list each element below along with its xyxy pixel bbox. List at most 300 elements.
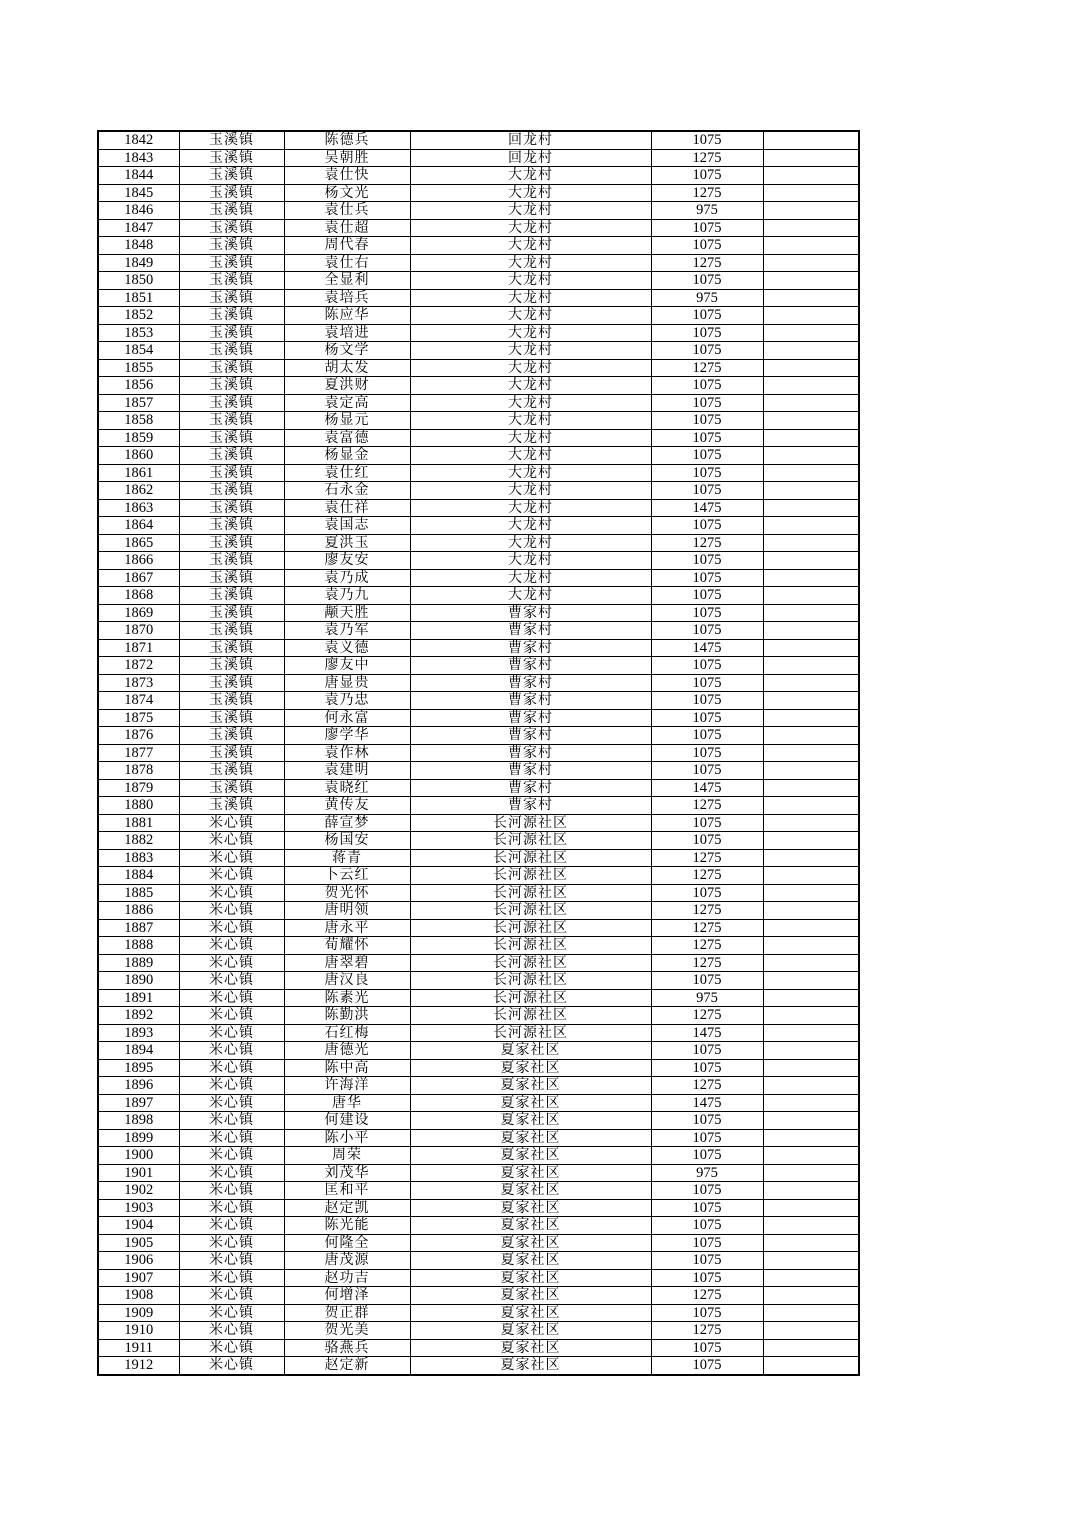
name-cell: 袁培进 xyxy=(284,324,410,342)
row-number-cell: 1843 xyxy=(98,149,179,167)
town-cell: 米心镇 xyxy=(179,849,284,867)
note-cell xyxy=(763,832,859,850)
table-row xyxy=(98,1304,859,1322)
table-row xyxy=(98,902,859,920)
note-cell xyxy=(763,779,859,797)
name-cell: 袁乃军 xyxy=(284,622,410,640)
village-cell: 长河源社区 xyxy=(410,884,651,902)
village-cell: 夏家社区 xyxy=(410,1234,651,1252)
row-number-cell: 1872 xyxy=(98,657,179,675)
row-number-cell: 1904 xyxy=(98,1217,179,1235)
amount-cell: 1275 xyxy=(651,867,763,885)
note-cell xyxy=(763,884,859,902)
row-number-cell: 1908 xyxy=(98,1287,179,1305)
village-cell: 大龙村 xyxy=(410,342,651,360)
village-cell: 大龙村 xyxy=(410,167,651,185)
village-cell: 夏家社区 xyxy=(410,1252,651,1270)
amount-cell: 1475 xyxy=(651,779,763,797)
name-cell: 刘茂华 xyxy=(284,1164,410,1182)
village-cell: 长河源社区 xyxy=(410,937,651,955)
note-cell xyxy=(763,307,859,325)
amount-cell: 1075 xyxy=(651,1129,763,1147)
table-row xyxy=(98,359,859,377)
name-cell: 唐翠碧 xyxy=(284,954,410,972)
table-row xyxy=(98,814,859,832)
table-row xyxy=(98,412,859,430)
note-cell xyxy=(763,744,859,762)
village-cell: 大龙村 xyxy=(410,307,651,325)
amount-cell: 1475 xyxy=(651,1094,763,1112)
note-cell xyxy=(763,1322,859,1340)
village-cell: 曹家村 xyxy=(410,692,651,710)
row-number-cell: 1845 xyxy=(98,184,179,202)
row-number-cell: 1883 xyxy=(98,849,179,867)
town-cell: 米心镇 xyxy=(179,1094,284,1112)
row-number-cell: 1842 xyxy=(98,131,179,149)
amount-cell: 1075 xyxy=(651,1269,763,1287)
row-number-cell: 1886 xyxy=(98,902,179,920)
note-cell xyxy=(763,1129,859,1147)
note-cell xyxy=(763,377,859,395)
note-cell xyxy=(763,639,859,657)
table-row xyxy=(98,639,859,657)
village-cell: 长河源社区 xyxy=(410,832,651,850)
note-cell xyxy=(763,674,859,692)
row-number-cell: 1892 xyxy=(98,1007,179,1025)
amount-cell: 1275 xyxy=(651,937,763,955)
name-cell: 唐明领 xyxy=(284,902,410,920)
town-cell: 玉溪镇 xyxy=(179,709,284,727)
note-cell xyxy=(763,1234,859,1252)
name-cell: 石永金 xyxy=(284,482,410,500)
note-cell xyxy=(763,989,859,1007)
town-cell: 米心镇 xyxy=(179,919,284,937)
amount-cell: 1075 xyxy=(651,1182,763,1200)
row-number-cell: 1895 xyxy=(98,1059,179,1077)
name-cell: 袁乃忠 xyxy=(284,692,410,710)
note-cell xyxy=(763,1217,859,1235)
village-cell: 夏家社区 xyxy=(410,1269,651,1287)
village-cell: 大龙村 xyxy=(410,237,651,255)
note-cell xyxy=(763,464,859,482)
note-cell xyxy=(763,289,859,307)
amount-cell: 1075 xyxy=(651,622,763,640)
note-cell xyxy=(763,1252,859,1270)
note-cell xyxy=(763,131,859,149)
village-cell: 曹家村 xyxy=(410,709,651,727)
note-cell xyxy=(763,692,859,710)
note-cell xyxy=(763,1269,859,1287)
table-row xyxy=(98,1094,859,1112)
town-cell: 玉溪镇 xyxy=(179,149,284,167)
note-cell xyxy=(763,482,859,500)
name-cell: 匡和平 xyxy=(284,1182,410,1200)
note-cell xyxy=(763,657,859,675)
note-cell xyxy=(763,149,859,167)
name-cell: 赵定凯 xyxy=(284,1199,410,1217)
row-number-cell: 1889 xyxy=(98,954,179,972)
village-cell: 夏家社区 xyxy=(410,1059,651,1077)
table-row xyxy=(98,342,859,360)
note-cell xyxy=(763,237,859,255)
village-cell: 大龙村 xyxy=(410,272,651,290)
amount-cell: 1275 xyxy=(651,534,763,552)
note-cell xyxy=(763,342,859,360)
village-cell: 大龙村 xyxy=(410,429,651,447)
table-row xyxy=(98,849,859,867)
note-cell xyxy=(763,254,859,272)
table-row xyxy=(98,727,859,745)
name-cell: 胡太发 xyxy=(284,359,410,377)
amount-cell: 1075 xyxy=(651,482,763,500)
table-row xyxy=(98,324,859,342)
table-row xyxy=(98,569,859,587)
town-cell: 玉溪镇 xyxy=(179,674,284,692)
note-cell xyxy=(763,499,859,517)
row-number-cell: 1890 xyxy=(98,972,179,990)
note-cell xyxy=(763,727,859,745)
name-cell: 贺正群 xyxy=(284,1304,410,1322)
table-row xyxy=(98,1182,859,1200)
row-number-cell: 1891 xyxy=(98,989,179,1007)
name-cell: 袁建明 xyxy=(284,762,410,780)
note-cell xyxy=(763,202,859,220)
row-number-cell: 1876 xyxy=(98,727,179,745)
note-cell xyxy=(763,709,859,727)
village-cell: 夏家社区 xyxy=(410,1322,651,1340)
note-cell xyxy=(763,1112,859,1130)
amount-cell: 1075 xyxy=(651,972,763,990)
row-number-cell: 1865 xyxy=(98,534,179,552)
village-cell: 大龙村 xyxy=(410,499,651,517)
village-cell: 大龙村 xyxy=(410,587,651,605)
village-cell: 夏家社区 xyxy=(410,1042,651,1060)
town-cell: 米心镇 xyxy=(179,902,284,920)
note-cell xyxy=(763,867,859,885)
row-number-cell: 1864 xyxy=(98,517,179,535)
row-number-cell: 1852 xyxy=(98,307,179,325)
row-number-cell: 1851 xyxy=(98,289,179,307)
row-number-cell: 1878 xyxy=(98,762,179,780)
amount-cell: 1075 xyxy=(651,709,763,727)
name-cell: 陈德兵 xyxy=(284,131,410,149)
table-row xyxy=(98,1339,859,1357)
village-cell: 大龙村 xyxy=(410,324,651,342)
table-row xyxy=(98,1129,859,1147)
row-number-cell: 1893 xyxy=(98,1024,179,1042)
table-row xyxy=(98,464,859,482)
name-cell: 袁晓红 xyxy=(284,779,410,797)
note-cell xyxy=(763,937,859,955)
row-number-cell: 1861 xyxy=(98,464,179,482)
village-cell: 夏家社区 xyxy=(410,1164,651,1182)
amount-cell: 975 xyxy=(651,1164,763,1182)
town-cell: 玉溪镇 xyxy=(179,412,284,430)
amount-cell: 1075 xyxy=(651,569,763,587)
row-number-cell: 1863 xyxy=(98,499,179,517)
table-row xyxy=(98,1199,859,1217)
village-cell: 曹家村 xyxy=(410,657,651,675)
note-cell xyxy=(763,272,859,290)
note-cell xyxy=(763,1199,859,1217)
town-cell: 米心镇 xyxy=(179,1357,284,1375)
row-number-cell: 1900 xyxy=(98,1147,179,1165)
table-row xyxy=(98,744,859,762)
town-cell: 玉溪镇 xyxy=(179,289,284,307)
row-number-cell: 1850 xyxy=(98,272,179,290)
table-row xyxy=(98,1024,859,1042)
amount-cell: 1075 xyxy=(651,342,763,360)
town-cell: 米心镇 xyxy=(179,989,284,1007)
amount-cell: 1075 xyxy=(651,1339,763,1357)
village-cell: 大龙村 xyxy=(410,289,651,307)
town-cell: 玉溪镇 xyxy=(179,639,284,657)
row-number-cell: 1897 xyxy=(98,1094,179,1112)
amount-cell: 1475 xyxy=(651,499,763,517)
name-cell: 杨文学 xyxy=(284,342,410,360)
town-cell: 米心镇 xyxy=(179,1322,284,1340)
table-row xyxy=(98,289,859,307)
name-cell: 赵定新 xyxy=(284,1357,410,1375)
row-number-cell: 1912 xyxy=(98,1357,179,1375)
row-number-cell: 1888 xyxy=(98,937,179,955)
name-cell: 袁仕右 xyxy=(284,254,410,272)
row-number-cell: 1858 xyxy=(98,412,179,430)
village-cell: 大龙村 xyxy=(410,359,651,377)
village-cell: 夏家社区 xyxy=(410,1339,651,1357)
name-cell: 陈小平 xyxy=(284,1129,410,1147)
table-row xyxy=(98,307,859,325)
name-cell: 袁仕兵 xyxy=(284,202,410,220)
table-row xyxy=(98,1164,859,1182)
amount-cell: 1075 xyxy=(651,1304,763,1322)
name-cell: 全显利 xyxy=(284,272,410,290)
row-number-cell: 1855 xyxy=(98,359,179,377)
name-cell: 许海洋 xyxy=(284,1077,410,1095)
village-cell: 长河源社区 xyxy=(410,972,651,990)
amount-cell: 1075 xyxy=(651,377,763,395)
row-number-cell: 1882 xyxy=(98,832,179,850)
row-number-cell: 1854 xyxy=(98,342,179,360)
name-cell: 吴朝胜 xyxy=(284,149,410,167)
town-cell: 玉溪镇 xyxy=(179,324,284,342)
row-number-cell: 1894 xyxy=(98,1042,179,1060)
town-cell: 玉溪镇 xyxy=(179,499,284,517)
table-row xyxy=(98,499,859,517)
note-cell xyxy=(763,412,859,430)
village-cell: 曹家村 xyxy=(410,639,651,657)
village-cell: 大龙村 xyxy=(410,447,651,465)
amount-cell: 1075 xyxy=(651,1042,763,1060)
table-row xyxy=(98,1252,859,1270)
village-cell: 长河源社区 xyxy=(410,1024,651,1042)
amount-cell: 1075 xyxy=(651,1252,763,1270)
table-row xyxy=(98,832,859,850)
table-row xyxy=(98,1234,859,1252)
name-cell: 卜云红 xyxy=(284,867,410,885)
table-row xyxy=(98,1007,859,1025)
name-cell: 陈光能 xyxy=(284,1217,410,1235)
row-number-cell: 1846 xyxy=(98,202,179,220)
name-cell: 荀耀怀 xyxy=(284,937,410,955)
name-cell: 黄传友 xyxy=(284,797,410,815)
table-row xyxy=(98,447,859,465)
amount-cell: 1075 xyxy=(651,727,763,745)
note-cell xyxy=(763,797,859,815)
village-cell: 夏家社区 xyxy=(410,1199,651,1217)
village-cell: 长河源社区 xyxy=(410,849,651,867)
amount-cell: 1075 xyxy=(651,744,763,762)
row-number-cell: 1877 xyxy=(98,744,179,762)
amount-cell: 1075 xyxy=(651,552,763,570)
amount-cell: 1075 xyxy=(651,1059,763,1077)
name-cell: 袁富德 xyxy=(284,429,410,447)
village-cell: 大龙村 xyxy=(410,412,651,430)
name-cell: 贺光美 xyxy=(284,1322,410,1340)
name-cell: 唐德光 xyxy=(284,1042,410,1060)
note-cell xyxy=(763,552,859,570)
table-row xyxy=(98,482,859,500)
name-cell: 袁仕快 xyxy=(284,167,410,185)
table-row xyxy=(98,989,859,1007)
table-row xyxy=(98,1269,859,1287)
note-cell xyxy=(763,219,859,237)
note-cell xyxy=(763,1147,859,1165)
name-cell: 赵功吉 xyxy=(284,1269,410,1287)
village-cell: 夏家社区 xyxy=(410,1217,651,1235)
row-number-cell: 1899 xyxy=(98,1129,179,1147)
town-cell: 玉溪镇 xyxy=(179,622,284,640)
town-cell: 玉溪镇 xyxy=(179,131,284,149)
name-cell: 陈应华 xyxy=(284,307,410,325)
table-row xyxy=(98,219,859,237)
town-cell: 玉溪镇 xyxy=(179,762,284,780)
table-row xyxy=(98,692,859,710)
name-cell: 唐华 xyxy=(284,1094,410,1112)
note-cell xyxy=(763,1304,859,1322)
note-cell xyxy=(763,1042,859,1060)
note-cell xyxy=(763,1287,859,1305)
name-cell: 骆燕兵 xyxy=(284,1339,410,1357)
amount-cell: 1275 xyxy=(651,1077,763,1095)
name-cell: 夏洪财 xyxy=(284,377,410,395)
row-number-cell: 1903 xyxy=(98,1199,179,1217)
village-cell: 曹家村 xyxy=(410,797,651,815)
town-cell: 玉溪镇 xyxy=(179,464,284,482)
name-cell: 袁义德 xyxy=(284,639,410,657)
name-cell: 袁仕红 xyxy=(284,464,410,482)
amount-cell: 1275 xyxy=(651,1287,763,1305)
note-cell xyxy=(763,849,859,867)
note-cell xyxy=(763,184,859,202)
row-number-cell: 1860 xyxy=(98,447,179,465)
table-row xyxy=(98,429,859,447)
note-cell xyxy=(763,1007,859,1025)
amount-cell: 1275 xyxy=(651,954,763,972)
name-cell: 袁作林 xyxy=(284,744,410,762)
town-cell: 玉溪镇 xyxy=(179,254,284,272)
name-cell: 何建设 xyxy=(284,1112,410,1130)
note-cell xyxy=(763,604,859,622)
town-cell: 玉溪镇 xyxy=(179,552,284,570)
name-cell: 唐永平 xyxy=(284,919,410,937)
table-row xyxy=(98,1042,859,1060)
town-cell: 玉溪镇 xyxy=(179,359,284,377)
row-number-cell: 1905 xyxy=(98,1234,179,1252)
village-cell: 大龙村 xyxy=(410,202,651,220)
note-cell xyxy=(763,1077,859,1095)
name-cell: 唐汉良 xyxy=(284,972,410,990)
row-number-cell: 1881 xyxy=(98,814,179,832)
row-number-cell: 1853 xyxy=(98,324,179,342)
town-cell: 玉溪镇 xyxy=(179,394,284,412)
town-cell: 米心镇 xyxy=(179,1164,284,1182)
town-cell: 玉溪镇 xyxy=(179,657,284,675)
name-cell: 石红梅 xyxy=(284,1024,410,1042)
amount-cell: 1275 xyxy=(651,184,763,202)
name-cell: 杨显金 xyxy=(284,447,410,465)
amount-cell: 1075 xyxy=(651,324,763,342)
town-cell: 米心镇 xyxy=(179,814,284,832)
row-number-cell: 1880 xyxy=(98,797,179,815)
town-cell: 玉溪镇 xyxy=(179,447,284,465)
name-cell: 蒋青 xyxy=(284,849,410,867)
name-cell: 夏洪玉 xyxy=(284,534,410,552)
row-number-cell: 1884 xyxy=(98,867,179,885)
village-cell: 回龙村 xyxy=(410,149,651,167)
name-cell: 袁定高 xyxy=(284,394,410,412)
name-cell: 何隆全 xyxy=(284,1234,410,1252)
name-cell: 廖友中 xyxy=(284,657,410,675)
town-cell: 米心镇 xyxy=(179,1077,284,1095)
village-cell: 夏家社区 xyxy=(410,1129,651,1147)
town-cell: 米心镇 xyxy=(179,1304,284,1322)
amount-cell: 1075 xyxy=(651,412,763,430)
amount-cell: 1075 xyxy=(651,167,763,185)
town-cell: 玉溪镇 xyxy=(179,604,284,622)
amount-cell: 1075 xyxy=(651,832,763,850)
town-cell: 玉溪镇 xyxy=(179,587,284,605)
row-number-cell: 1844 xyxy=(98,167,179,185)
name-cell: 袁仕超 xyxy=(284,219,410,237)
town-cell: 玉溪镇 xyxy=(179,272,284,290)
amount-cell: 1075 xyxy=(651,674,763,692)
village-cell: 长河源社区 xyxy=(410,919,651,937)
village-cell: 长河源社区 xyxy=(410,954,651,972)
name-cell: 何增泽 xyxy=(284,1287,410,1305)
table-row xyxy=(98,1077,859,1095)
town-cell: 米心镇 xyxy=(179,937,284,955)
village-cell: 曹家村 xyxy=(410,727,651,745)
name-cell: 周代春 xyxy=(284,237,410,255)
table-row xyxy=(98,937,859,955)
town-cell: 玉溪镇 xyxy=(179,342,284,360)
town-cell: 米心镇 xyxy=(179,1147,284,1165)
town-cell: 米心镇 xyxy=(179,954,284,972)
table-row xyxy=(98,657,859,675)
village-cell: 大龙村 xyxy=(410,569,651,587)
table-row xyxy=(98,972,859,990)
table-row xyxy=(98,517,859,535)
row-number-cell: 1857 xyxy=(98,394,179,412)
amount-cell: 1075 xyxy=(651,1147,763,1165)
town-cell: 米心镇 xyxy=(179,1182,284,1200)
name-cell: 唐茂源 xyxy=(284,1252,410,1270)
table-row xyxy=(98,131,859,149)
amount-cell: 1075 xyxy=(651,517,763,535)
town-cell: 米心镇 xyxy=(179,1339,284,1357)
note-cell xyxy=(763,534,859,552)
